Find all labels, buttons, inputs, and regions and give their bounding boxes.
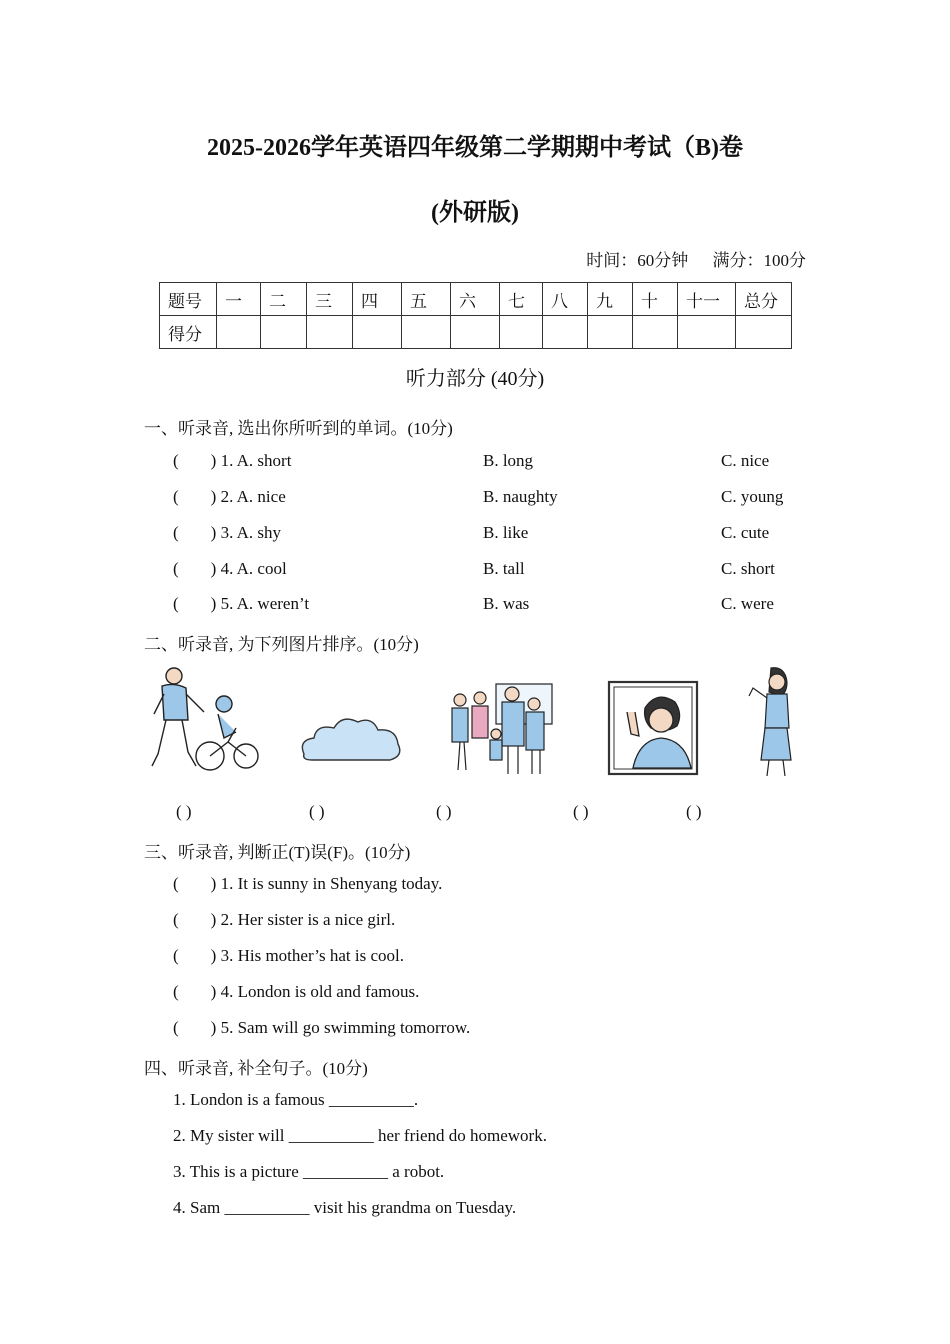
table-cell: 题号 (160, 283, 217, 316)
section1-heading: 一、听录音, 选出你所听到的单词。(10分) (144, 419, 453, 438)
score-cell[interactable] (261, 316, 307, 349)
page-title: 2025-2026学年英语四年级第二学期期中考试（B)卷 (207, 135, 743, 161)
score-cell[interactable] (402, 316, 451, 349)
score-cell[interactable] (633, 316, 678, 349)
option-c[interactable]: C. short (721, 559, 775, 578)
exam-full-score: 满分：100分 (712, 251, 806, 270)
table-cell: 十一 (678, 283, 736, 316)
picture-family (446, 662, 556, 782)
table-cell: 二 (261, 283, 307, 316)
option-b[interactable]: B. was (483, 594, 530, 613)
exam-time: 时间：60分钟 (586, 251, 689, 270)
score-table (159, 282, 792, 349)
exam-meta (586, 246, 806, 271)
option-b[interactable]: B. like (483, 523, 529, 542)
list-item: ( ) 1. A. short (173, 451, 292, 470)
score-cell[interactable] (500, 316, 543, 349)
list-item: ( ) 3. His mother’s hat is cool. (173, 946, 404, 965)
picture-answer-blank[interactable]: ( ) (309, 802, 325, 821)
option-c[interactable]: C. were (721, 594, 774, 613)
picture-answer-blank[interactable]: ( ) (573, 802, 589, 821)
part-title: 听力部分 (40分) (405, 368, 545, 390)
fill-blank-sentence[interactable]: 2. My sister will __________ her friend do homework. (173, 1126, 547, 1145)
fill-blank-sentence[interactable]: 3. This is a picture __________ a robot. (173, 1162, 445, 1181)
fill-blank-sentence[interactable]: 1. London is a famous __________. (173, 1090, 419, 1109)
picture-man-child-bike (144, 662, 259, 782)
picture-girl-window (605, 662, 700, 782)
list-item: ( ) 4. A. cool (173, 559, 287, 578)
score-cell[interactable] (678, 316, 736, 349)
list-item: ( ) 2. A. nice (173, 487, 286, 506)
option-c[interactable]: C. cute (721, 523, 770, 542)
table-cell: 总分 (736, 283, 792, 316)
table-cell: 三 (307, 283, 353, 316)
option-b[interactable]: B. naughty (483, 487, 558, 506)
table-cell: 四 (353, 283, 402, 316)
table-cell: 八 (543, 283, 588, 316)
table-cell: 九 (588, 283, 633, 316)
score-cell[interactable] (353, 316, 402, 349)
score-cell[interactable] (307, 316, 353, 349)
option-c[interactable]: C. young (721, 487, 784, 506)
score-cell[interactable] (736, 316, 792, 349)
option-c[interactable]: C. nice (721, 451, 770, 470)
list-item: ( ) 1. It is sunny in Shenyang today. (173, 874, 443, 893)
table-cell: 一 (217, 283, 261, 316)
list-item: ( ) 4. London is old and famous. (173, 982, 420, 1001)
page-subtitle: (外研版) (431, 200, 519, 226)
table-cell: 得分 (160, 316, 217, 349)
section4-heading: 四、听录音, 补全句子。(10分) (144, 1059, 368, 1078)
fill-blank-sentence[interactable]: 4. Sam __________ visit his grandma on Tuesday. (173, 1198, 517, 1217)
picture-cloud (296, 662, 406, 782)
score-cell[interactable] (588, 316, 633, 349)
score-table-header-row (160, 283, 792, 316)
option-b[interactable]: B. tall (483, 559, 525, 578)
table-cell: 五 (402, 283, 451, 316)
section3-heading: 三、听录音, 判断正(T)误(F)。(10分) (144, 843, 411, 862)
score-table-score-row (160, 316, 792, 349)
option-b[interactable]: B. long (483, 451, 534, 470)
picture-answer-blank[interactable]: ( ) (686, 802, 702, 821)
score-cell[interactable] (451, 316, 500, 349)
table-cell: 七 (500, 283, 543, 316)
picture-woman-waving (745, 662, 800, 782)
picture-answer-blank[interactable]: ( ) (176, 802, 192, 821)
list-item: ( ) 5. A. weren’t (173, 594, 310, 613)
table-cell: 六 (451, 283, 500, 316)
score-cell[interactable] (217, 316, 261, 349)
table-cell: 十 (633, 283, 678, 316)
list-item: ( ) 3. A. shy (173, 523, 282, 542)
picture-answer-blank[interactable]: ( ) (436, 802, 452, 821)
score-cell[interactable] (543, 316, 588, 349)
section2-heading: 二、听录音, 为下列图片排序。(10分) (144, 635, 419, 654)
list-item: ( ) 5. Sam will go swimming tomorrow. (173, 1018, 471, 1037)
list-item: ( ) 2. Her sister is a nice girl. (173, 910, 396, 929)
